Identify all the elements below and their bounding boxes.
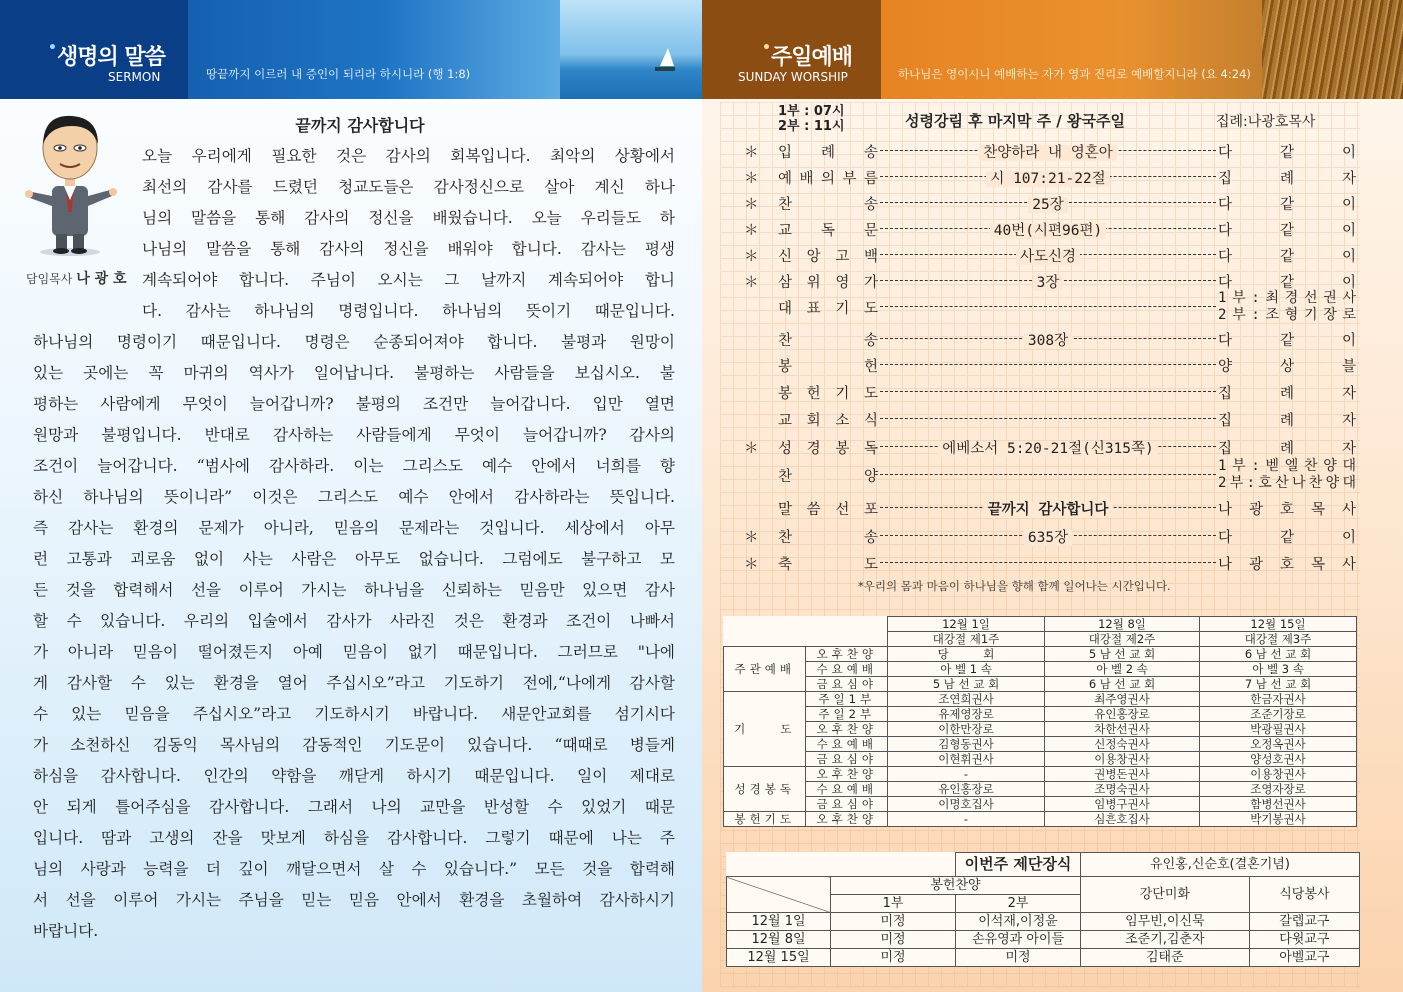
service-name: 오후찬양 (806, 812, 888, 827)
duty-person: 함병선권사 (1200, 797, 1357, 812)
sermon-line: 최선의 감사를 드렸던 청교도들은 감사정신으로 살아 계신 하나 (142, 178, 675, 196)
duty-person: 아 벨 1 속 (888, 662, 1045, 677)
order-item-name: 교 회 소 식 (778, 413, 878, 429)
order-item-name: 삼 위 영 가 (778, 275, 878, 291)
offering-meal: 갈렙교구 (1249, 913, 1359, 931)
order-item-detail-text: 3장 (1033, 275, 1064, 291)
order-item-leader: 다 같 이 (1218, 275, 1356, 291)
order-item-detail-text: 찬양하라 내 영혼아 (979, 145, 1117, 161)
table-row (727, 877, 1360, 895)
sermon-line: 님의 사랑과 능력을 더 깊이 깨달으면서 살 수 있습니다.” 모든 것을 합력해 (33, 860, 675, 878)
service-name: 금요심야 (806, 677, 888, 692)
order-item-name: 교 독 문 (778, 223, 878, 239)
duty-person: 이용창권사 (1200, 767, 1357, 782)
worship-note: *우리의 몸과 마음이 하나님을 향해 함께 일어나는 시간입니다. (858, 579, 1171, 593)
order-item-detail (880, 141, 1216, 162)
duty-person: - (888, 767, 1045, 782)
order-item-leader: 집 례 자 (1218, 441, 1356, 457)
duty-person: 이한만장로 (888, 722, 1045, 737)
pastor-role: 담임목사 (26, 272, 73, 286)
table-row (724, 767, 1357, 782)
order-item-leader-line: 1 부 : 벧 엘 찬 양 대 (1218, 458, 1356, 474)
sermon-line: 가 아니라 믿음이 떨어졌든지 아예 믿음이 없기 때문입니다. 그러므로 "나에 (33, 643, 675, 661)
worship-time-1: 1부 : 07시 (778, 104, 845, 119)
order-item-name: 찬 송 (778, 333, 878, 349)
order-item-detail (880, 193, 1216, 214)
duty-person: 임병구권사 (1045, 797, 1200, 812)
order-item-detail-text: 635장 (1024, 530, 1072, 546)
sermon-line: 할 수 있습니다. 우리의 입술에서 감사가 사라진 것은 환경과 조건이 나빠서 (33, 612, 675, 630)
service-name: 금요심야 (806, 797, 888, 812)
table-row (724, 812, 1357, 827)
duty-person: 조준기장로 (1200, 707, 1357, 722)
service-2-header: 2부 (956, 895, 1081, 913)
rise-marker: ＊ (744, 275, 759, 291)
duty-person: 박기봉권사 (1200, 812, 1357, 827)
table-row (724, 692, 1357, 707)
order-item-name: 성 경 봉 독 (778, 441, 878, 457)
order-item-name: 찬 송 (778, 530, 878, 546)
order-item (744, 458, 1356, 491)
table-row (724, 782, 1357, 797)
order-item-detail (880, 526, 1216, 547)
order-item-detail-text: 308장 (1024, 333, 1072, 349)
table-row (724, 647, 1357, 662)
pastor-name: 나 광 호 (76, 271, 127, 287)
offering-p2: 손유영과 아이들 (956, 931, 1081, 949)
sermon-line: 평하는 사람에게 무엇이 늘어갑니까? 불평의 조건만 늘어갑니다. 입만 열면 (33, 395, 675, 413)
order-item-leader-line: 2 부 : 조 형 기 장 로 (1218, 307, 1356, 323)
order-item-leader: 양 상 블 (1218, 359, 1356, 375)
offering-pulpit: 임무빈,이신묵 (1081, 913, 1250, 931)
worship-section-title: •주일예배 (762, 40, 852, 70)
service-name: 수요예배 (806, 737, 888, 752)
duty-person: 5 남 선 교 회 (888, 677, 1045, 692)
duty-person: 유인홍장로 (1045, 707, 1200, 722)
sermon-line: 계속되어야 합니다. 주님이 오시는 그 날까지 계속되어야 합니 (142, 271, 675, 289)
duty-person: 6 남 선 교 회 (1045, 677, 1200, 692)
sermon-line: 안 되게 틀어주심을 감사합니다. 그래서 나의 교만을 반성할 수 있었기 때문 (33, 798, 675, 816)
worship-header-verse: 하나님은 영이시니 예배하는 자가 영과 진리로 예배할지니라 (요 4:24) (898, 67, 1251, 81)
order-item (744, 219, 1356, 239)
offering-p1: 미정 (831, 913, 956, 931)
order-item-leaders (1218, 458, 1356, 492)
order-leader-line (880, 418, 1216, 419)
offering-table (726, 852, 1360, 967)
order-item (744, 290, 1356, 323)
duty-person: 박광필권사 (1200, 722, 1357, 737)
order-item-detail-text: 40번(시편96편) (990, 223, 1106, 239)
order-item-name: 찬 양 (778, 469, 878, 485)
order-leader-line (880, 391, 1216, 392)
duty-person: 5 남 선 교 회 (1045, 647, 1200, 662)
duty-person: 차한선권사 (1045, 722, 1200, 737)
worship-time-2: 2부 : 11시 (778, 119, 845, 134)
duty-person: 아 벨 2 속 (1045, 662, 1200, 677)
order-item-leader: 나 광 호 목 사 (1218, 502, 1356, 518)
offering-date: 12월 8일 (727, 931, 831, 949)
sermon-line: 든 것을 합력해서 선을 이루어 가시는 하나님을 신뢰하는 믿음만 있으면 감사 (33, 581, 675, 599)
worship-section-title-text: 주일예배 (770, 45, 852, 70)
sermon-line: 입니다. 땀과 고생의 잔을 맛보게 하심을 감사합니다. 그렇기 때문에 나는 주 (33, 829, 675, 847)
table-row (724, 677, 1357, 692)
week-header: 대강절 제2주 (1045, 632, 1200, 647)
order-item-name: 봉 헌 기 도 (778, 386, 878, 402)
order-item (744, 498, 1356, 518)
worship-section-subtitle: SUNDAY WORSHIP (738, 70, 848, 84)
service-name: 오후찬양 (806, 647, 888, 662)
service-name: 주일1부 (806, 692, 888, 707)
duty-group: 기 도 (724, 692, 806, 767)
duty-person: 아 벨 3 속 (1200, 662, 1357, 677)
offering-pulpit: 조준기,김춘자 (1081, 931, 1250, 949)
table-row (724, 752, 1357, 767)
order-item-name: 봉 헌 (778, 359, 878, 375)
week-header: 대강절 제1주 (888, 632, 1045, 647)
rise-marker: ＊ (744, 223, 759, 239)
sermon-title: 끝까지 감사합니다 (295, 116, 425, 135)
duty-group: 성경봉독 (724, 767, 806, 812)
table-row (727, 931, 1360, 949)
order-item-leader: 집 례 자 (1218, 413, 1356, 429)
order-item-name: 입 례 송 (778, 145, 878, 161)
worship-header (702, 0, 1403, 99)
offering-p2: 이석재,이정윤 (956, 913, 1081, 931)
order-item (744, 193, 1356, 213)
altar-value: 유인홍,신순호(결혼기념) (1081, 853, 1360, 877)
sermon-line: 수 있는 믿음을 주십시오”라고 기도하시기 바랍니다. 새문안교회를 섬기시다 (33, 705, 675, 723)
duty-group: 봉헌기도 (724, 812, 806, 827)
sermon-line: 원망과 불평입니다. 반대로 감사하는 사람들에게 무엇이 늘어갑니까? 감사의 (33, 426, 675, 444)
duty-person: - (888, 812, 1045, 827)
rise-marker: ＊ (744, 557, 759, 573)
sermon-header-verse: 땅끝까지 이르러 내 증인이 되리라 하시니라 (행 1:8) (206, 67, 471, 81)
sermon-line: 님의 말씀을 통해 감사의 정신을 배웠습니다. 오늘 우리들도 하 (142, 209, 675, 227)
sermon-line: 하심을 감사합니다. 인간의 약함을 깨닫게 하시기 때문입니다. 일이 제대로 (33, 767, 675, 785)
duty-person: 이용창권사 (1045, 752, 1200, 767)
order-item-name: 말 씀 선 포 (778, 502, 878, 518)
sermon-section-title-text: 생명의 말씀 (56, 45, 165, 70)
sermon-line: 서 선을 이루어 가시는 주님을 믿는 믿음 안에서 환경을 초월하여 감사하시기 (33, 891, 675, 909)
sermon-line: 나님의 말씀을 통해 감사의 정신을 배워야 합니다. 감사는 평생 (142, 240, 675, 258)
order-item-detail-text: 끝까지 감사합니다 (984, 502, 1113, 518)
table-row (724, 797, 1357, 812)
order-item (744, 382, 1356, 402)
service-name: 금요심야 (806, 752, 888, 767)
sea-image (560, 0, 702, 99)
order-leader-line (880, 562, 1216, 563)
duty-person: 7 남 선 교 회 (1200, 677, 1357, 692)
duty-person: 한금자권사 (1200, 692, 1357, 707)
order-item (744, 245, 1356, 265)
order-item-name: 축 도 (778, 557, 878, 573)
service-name: 오후찬양 (806, 767, 888, 782)
duty-roster-table (723, 616, 1357, 827)
worship-leader: 집례:나광호목사 (1216, 114, 1316, 130)
order-item (744, 437, 1356, 457)
order-item-detail-text: 25장 (1028, 197, 1067, 213)
date-header: 12월 8일 (1045, 617, 1200, 632)
service-name: 수요예배 (806, 782, 888, 797)
worship-theme: 성령강림 후 마지막 주 / 왕국주일 (905, 112, 1125, 130)
sermon-section-subtitle: SERMON (108, 70, 161, 84)
order-item-leader: 다 같 이 (1218, 249, 1356, 265)
table-row (727, 853, 1360, 877)
service-name: 오후찬양 (806, 722, 888, 737)
wheat-field-image (1262, 0, 1403, 99)
service-1-header: 1부 (831, 895, 956, 913)
order-item-detail (880, 219, 1216, 240)
rise-marker: ＊ (744, 197, 759, 213)
order-item-leader: 집 례 자 (1218, 386, 1356, 402)
duty-person: 권병돈권사 (1045, 767, 1200, 782)
praise-header: 봉헌찬양 (831, 877, 1081, 895)
offering-date: 12월 15일 (727, 949, 831, 967)
order-item-detail-text: 시 107:21-22절 (986, 171, 1109, 187)
rise-marker: ＊ (744, 530, 759, 546)
order-item-detail (880, 437, 1216, 458)
order-leader-line (880, 306, 1216, 307)
order-leader-line (880, 474, 1216, 475)
order-item-detail (880, 271, 1216, 292)
table-corner (724, 617, 888, 647)
week-header: 대강절 제3주 (1200, 632, 1357, 647)
pastor-caricature (14, 108, 126, 258)
sermon-line: 가 소천하신 김동익 목사님의 감동적인 기도문이 있습니다. “때때로 병들게 (33, 736, 675, 754)
order-item-leader-line: 2 부 : 호 산 나 찬 양 대 (1218, 475, 1356, 491)
sermon-line: 즉 감사는 환경의 문제가 아니라, 믿음의 문제라는 것입니다. 세상에서 아무 (33, 519, 675, 537)
table-row (727, 913, 1360, 931)
order-item-name: 찬 송 (778, 197, 878, 213)
order-item-leader: 나 광 호 목 사 (1218, 557, 1356, 573)
worship-times (778, 104, 845, 134)
table-row (724, 707, 1357, 722)
order-item (744, 141, 1356, 161)
sermon-line: 게 감사할 수 있는 환경을 열어 주십시오”라고 기도하기 전에,“나에게 감사할 (33, 674, 675, 692)
table-row (727, 949, 1360, 967)
order-item (744, 167, 1356, 187)
order-item (744, 271, 1356, 291)
duty-person: 당 회 (888, 647, 1045, 662)
duty-person: 6 남 선 교 회 (1200, 647, 1357, 662)
sermon-line: 오늘 우리에게 필요한 것은 감사의 회복입니다. 최악의 상황에서 (142, 147, 675, 165)
duty-person: 이현휘권사 (888, 752, 1045, 767)
sermon-line: 하신 하나님의 뜻이니라” 이것은 그리스도 예수 안에서 감사하라는 뜻입니다. (33, 488, 675, 506)
table-row (724, 722, 1357, 737)
order-item-detail (880, 498, 1216, 519)
rise-marker: ＊ (744, 249, 759, 265)
offering-p2: 미정 (956, 949, 1081, 967)
duty-person: 유제영장로 (888, 707, 1045, 722)
offering-meal: 아벨교구 (1249, 949, 1359, 967)
duty-person: 유인홍장로 (888, 782, 1045, 797)
offering-p1: 미정 (831, 931, 956, 949)
offering-date: 12월 1일 (727, 913, 831, 931)
order-item (744, 355, 1356, 375)
sermon-line: 조건이 늘어갑니다. “범사에 감사하라. 이는 그리스도 예수 안에서 너희를 향 (33, 457, 675, 475)
offering-meal: 다윗교구 (1249, 931, 1359, 949)
service-name: 수요예배 (806, 662, 888, 677)
sermon-line: 다. 감사는 하나님의 명령입니다. 하나님의 뜻이기 때문입니다. (142, 302, 675, 320)
rise-marker: ＊ (744, 171, 759, 187)
order-item-leader: 다 같 이 (1218, 333, 1356, 349)
order-item-leader: 다 같 이 (1218, 197, 1356, 213)
order-item-name: 예 배 의 부 름 (778, 171, 878, 187)
table-row (724, 737, 1357, 752)
order-item (744, 553, 1356, 573)
order-leader-line (880, 364, 1216, 365)
order-item-leader: 집 례 자 (1218, 171, 1356, 187)
order-item-detail-text: 사도신경 (1016, 249, 1080, 265)
order-item-detail (880, 245, 1216, 266)
order-item (744, 329, 1356, 349)
date-header: 12월 1일 (888, 617, 1045, 632)
order-item-detail (880, 329, 1216, 350)
rise-marker: ＊ (744, 441, 759, 457)
offering-pulpit: 김태준 (1081, 949, 1250, 967)
order-item-detail-text: 에베소서 5:20-21절(신315쪽) (938, 441, 1158, 457)
order-item-leader: 다 같 이 (1218, 530, 1356, 546)
sermon-line: 바랍니다. (33, 922, 99, 940)
duty-person: 김형동권사 (888, 737, 1045, 752)
table-corner (727, 853, 956, 877)
diagonal-corner (727, 877, 831, 913)
duty-person: 최주영권사 (1045, 692, 1200, 707)
duty-person: 이명호집사 (888, 797, 1045, 812)
date-header: 12월 15일 (1200, 617, 1357, 632)
duty-person: 오정옥권사 (1200, 737, 1357, 752)
meal-header: 식당봉사 (1249, 877, 1359, 913)
order-item (744, 526, 1356, 546)
order-item (744, 409, 1356, 429)
order-item-leader: 다 같 이 (1218, 223, 1356, 239)
order-item-name: 신 앙 고 백 (778, 249, 878, 265)
service-name: 주일2부 (806, 707, 888, 722)
duty-person: 조영자장로 (1200, 782, 1357, 797)
sermon-line: 하나님의 명령이기 때문입니다. 명령은 순종되어져야 합니다. 불평과 원망이 (33, 333, 675, 351)
order-item-name: 대 표 기 도 (778, 301, 878, 317)
duty-person: 조연희권사 (888, 692, 1045, 707)
sailboat-icon (660, 48, 674, 66)
sermon-line: 런 고통과 괴로움 없이 사는 사람은 아무도 없습니다. 그럼에도 불구하고 모 (33, 550, 675, 568)
order-item-leaders (1218, 290, 1356, 324)
order-item-leader: 다 같 이 (1218, 145, 1356, 161)
sermon-section-title: •생명의 말씀 (48, 40, 165, 70)
duty-person: 조명숙권사 (1045, 782, 1200, 797)
table-row (724, 662, 1357, 677)
duty-person: 양성호권사 (1200, 752, 1357, 767)
rise-marker: ＊ (744, 145, 759, 161)
pulpit-header: 강단미화 (1081, 877, 1250, 913)
order-item-detail (880, 167, 1216, 188)
duty-person: 심흔호집사 (1045, 812, 1200, 827)
duty-group: 주관예배 (724, 647, 806, 692)
sermon-header (0, 0, 702, 99)
order-item-leader-line: 1 부 : 최 경 선 권 사 (1218, 290, 1356, 306)
table-row (724, 617, 1357, 632)
sermon-line: 있는 곳에는 꼭 마귀의 역사가 일어납니다. 불평하는 사람들을 보십시오. 불 (33, 364, 675, 382)
pastor-caption (26, 268, 127, 288)
duty-person: 신정숙권사 (1045, 737, 1200, 752)
boat-hull (655, 67, 675, 71)
altar-label: 이번주 제단장식 (956, 853, 1081, 877)
offering-p1: 미정 (831, 949, 956, 967)
